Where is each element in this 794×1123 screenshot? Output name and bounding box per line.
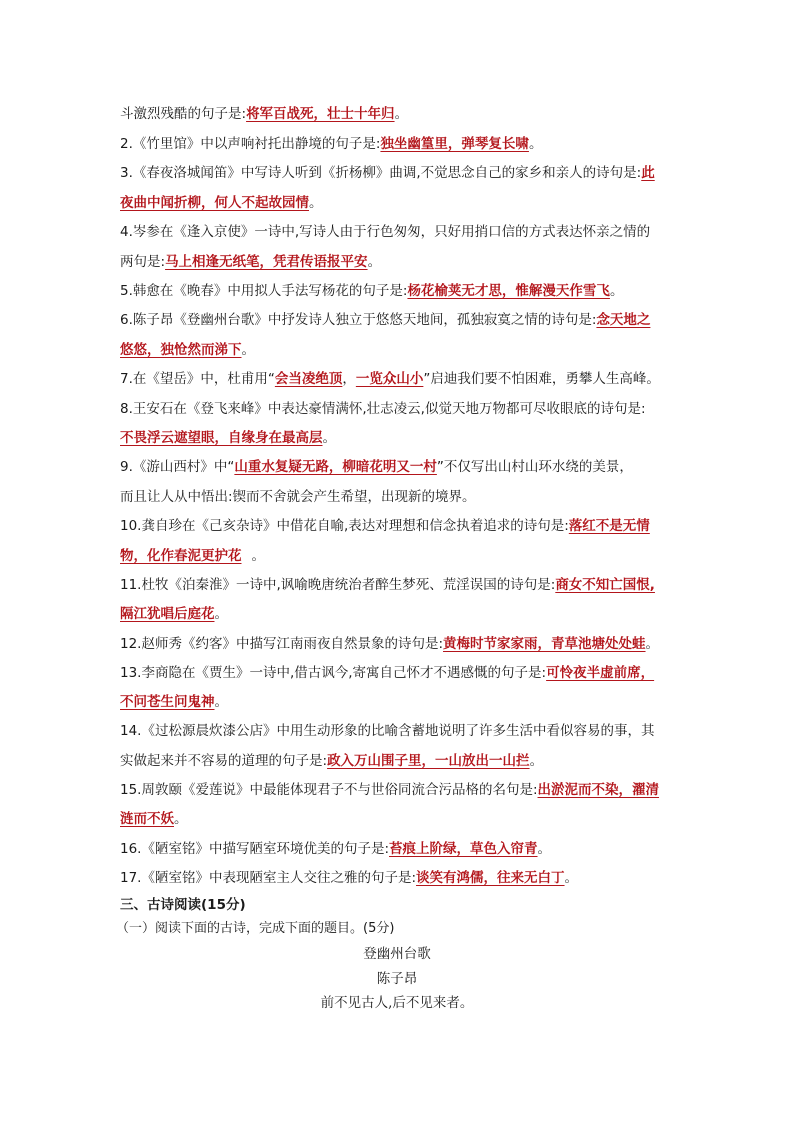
answer: 一览众山小 (355, 371, 424, 387)
line-4b: 两句是:马上相逢无纸笔，凭君传语报平安。 (120, 254, 382, 270)
answer: 涟而不妖 (120, 811, 174, 827)
line-10a: 10.龚自珍在《己亥杂诗》中借花自喻,表达对理想和信念执着追求的诗句是:落红不是无情 (120, 518, 650, 534)
line-8a: 8.王安石在《登飞来峰》中表达豪情满怀,壮志凌云,似觉天地万物都可尽收眼底的诗句是: (120, 401, 646, 417)
line-10b: 物，化作春泥更护花 。 (120, 548, 265, 564)
answer: 政入万山围子里，一山放出一山拦 (327, 753, 530, 769)
answer: 物，化作春泥更护花 (120, 548, 242, 564)
line-17: 17.《陋室铭》中表现陋室主人交往之雅的句子是:谈笑有鸿儒，往来无白丁。 (120, 870, 579, 886)
line-6a: 6.陈子昂《登幽州台歌》中抒发诗人独立于悠悠天地间，孤独寂寞之情的诗句是:念天地之 (120, 312, 651, 328)
line-9b: 而且让人从中悟出:锲而不舍就会产生希望，出现新的境界。 (120, 489, 476, 505)
line-13b: 不问苍生问鬼神。 (120, 694, 228, 710)
line-6b: 悠悠，独怆然而涕下。 (120, 342, 255, 358)
line-13a: 13.李商隐在《贾生》一诗中,借古讽今,寄寓自己怀才不遇感慨的句子是:可怜夜半虚前席， (120, 665, 655, 681)
answer: 夜曲中闻折柳，何人不起故园情 (120, 195, 309, 211)
line-12: 12.赵师秀《约客》中描写江南雨夜自然景象的诗句是:黄梅时节家家雨，青草池塘处处蛙。 (120, 636, 660, 652)
answer: 可怜夜半虚前席， (546, 665, 655, 681)
answer: 山重水复疑无路，柳暗花明又一村 (234, 459, 437, 475)
answer: 不畏浮云遮望眼，自缘身在最高层 (120, 430, 323, 446)
line-9a: 9.《游山西村》中“山重水复疑无路，柳暗花明又一村”不仅写出山村山环水绕的美景， (120, 459, 633, 475)
line-11b: 隔江犹唱后庭花。 (120, 606, 228, 622)
line-15a: 15.周敦颐《爱莲说》中最能体现君子不与世俗同流合污品格的名句是:出淤泥而不染，濯清 (120, 782, 660, 798)
answer: 出淤泥而不染，濯清 (537, 782, 660, 798)
answer: 独坐幽篁里，弹琴复长啸 (380, 136, 529, 152)
line-14b: 实做起来并不容易的道理的句子是:政入万山围子里，一山放出一山拦。 (120, 753, 544, 769)
line-3b: 夜曲中闻折柳，何人不起故园情。 (120, 195, 323, 211)
line-8b: 不畏浮云遮望眼，自缘身在最高层。 (120, 430, 336, 446)
answer: 不问苍生问鬼神 (120, 694, 215, 710)
line-5: 5.韩愈在《晚春》中用拟人手法写杨花的句子是:杨花榆荚无才思，惟解漫天作雪飞。 (120, 283, 624, 299)
line-7: 7.在《望岳》中，杜甫用“会当凌绝顶，一览众山小”启迪我们要不怕困难，勇攀人生高峰。 (120, 371, 660, 387)
line-16: 16.《陋室铭》中描写陋室环境优美的句子是:苔痕上阶绿，草色入帘青。 (120, 841, 552, 857)
answer: 念天地之 (596, 312, 651, 328)
answer: 杨花榆荚无才思，惟解漫天作雪飞 (407, 283, 610, 299)
line-3a: 3.《春夜洛城闻笛》中写诗人听到《折杨柳》曲调,不觉思念自己的家乡和亲人的诗句是:此 (120, 165, 655, 181)
line-4a: 4.岑参在《逢入京使》一诗中,写诗人由于行色匆匆，只好用捎口信的方式表达怀亲之情的 (120, 224, 651, 240)
sub-question-intro: （一）阅读下面的古诗，完成下面的题目。(5分) (116, 921, 395, 936)
poem-author: 陈子昂 (376, 971, 418, 987)
answer: 将军百战死，壮士十年归 (246, 106, 395, 122)
line-1: 斗激烈残酷的句子是:将军百战死，壮士十年归。 (120, 106, 409, 122)
answer: 苔痕上阶绿，草色入帘青 (389, 841, 538, 857)
line-2: 2.《竹里馆》中以声响衬托出静境的句子是:独坐幽篁里，弹琴复长啸。 (120, 136, 543, 152)
answer: 黄梅时节家家雨，青草池塘处处蛙 (443, 636, 646, 652)
answer: 会当凌绝顶 (274, 371, 343, 387)
poem-line: 前不见古人,后不见来者。 (320, 995, 474, 1011)
poem-title: 登幽州台歌 (363, 946, 431, 962)
answer: 马上相逢无纸笔，凭君传语报平安 (165, 254, 368, 270)
answer: 悠悠，独怆然而涕下 (120, 342, 242, 358)
line-11a: 11.杜牧《泊秦淮》一诗中,讽喻晚唐统治者醉生梦死、荒淫误国的诗句是:商女不知亡国恨, (120, 577, 655, 593)
answer: 商女不知亡国恨, (555, 577, 655, 593)
answer: 此 (641, 165, 655, 181)
line-15b: 涟而不妖。 (120, 811, 188, 827)
section-heading: 三、古诗阅读(15分) (120, 897, 246, 913)
answer: 谈笑有鸿儒，往来无白丁 (416, 870, 565, 886)
line-14a: 14.《过松源晨炊漆公店》中用生动形象的比喻含蓄地说明了许多生活中看似容易的事，其 (120, 723, 655, 739)
answer: 落红不是无情 (568, 518, 650, 534)
answer: 隔江犹唱后庭花 (120, 606, 215, 622)
